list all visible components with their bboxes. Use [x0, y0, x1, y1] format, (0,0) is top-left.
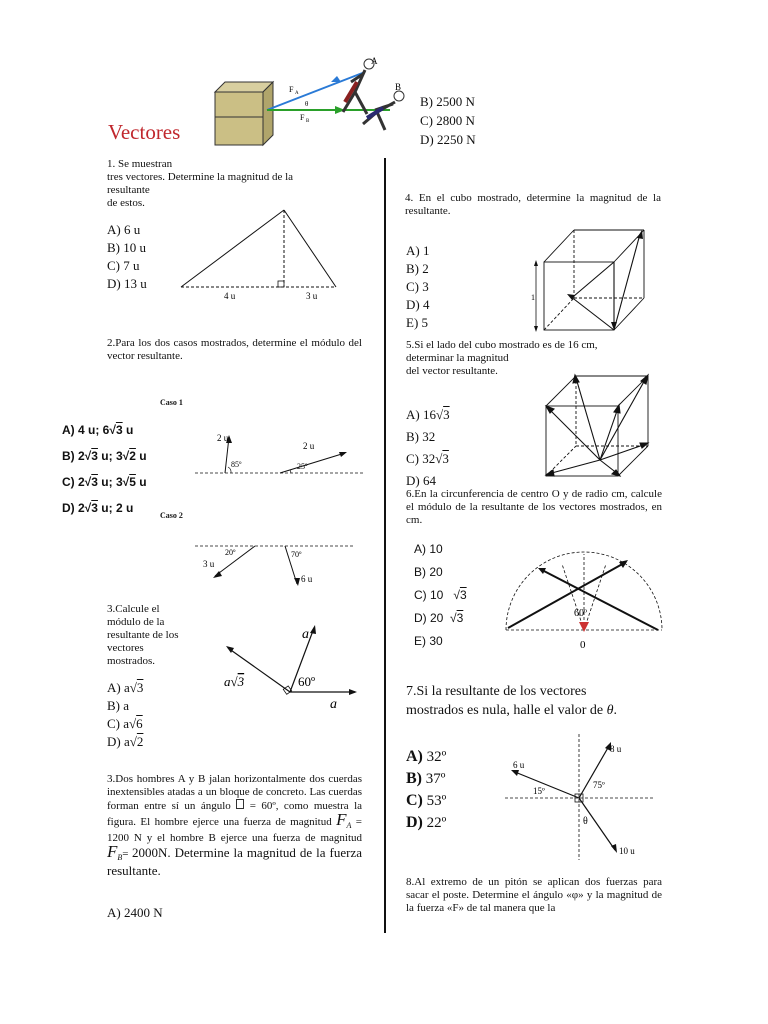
q1-figure: [176, 205, 356, 305]
q2-caso1: Caso 1: [160, 398, 183, 407]
q5-text: 5.Si el lado del cubo mostrado es de 16 cm, determinar la magnitud del vector resultante.: [406, 339, 598, 377]
q7-options: [406, 746, 446, 834]
q4-text: 4. En el cubo mostrado, determine la magnitud de la resultante.: [405, 192, 661, 217]
q1-text: 1. Se muestran tres vectores. Determine la magnitud de la resultante de estos.: [107, 158, 294, 209]
q3-options: [107, 679, 143, 751]
q2-c2-a1: 20º: [225, 548, 236, 557]
q2-option-d: D) 2√3 u; 2 u: [62, 501, 134, 515]
q2-caso1-figure: [195, 425, 365, 480]
header-figure: [205, 52, 415, 150]
q5-options: [406, 404, 450, 492]
q6-option-a: A) 10: [414, 542, 443, 556]
page-title: Vectores: [108, 120, 181, 144]
q5-option-b: B) 32: [406, 429, 436, 444]
q7-v3: 10 u: [619, 846, 635, 856]
q1-option-d: D) 13 u: [107, 276, 147, 291]
q6-label-angle: 60º: [574, 608, 588, 619]
q3-label-a-bottom: a: [330, 697, 337, 712]
q2-option-c: C) 2√3 u; 3√5 u: [62, 475, 147, 489]
q7-v2: 6 u: [513, 760, 525, 770]
q2-c2-v1: 3 u: [203, 559, 215, 569]
q4-option-e: E) 5: [406, 315, 429, 330]
q2-option-b: B) 2√3 u; 3√2 u: [62, 449, 147, 463]
label-b: B: [395, 82, 402, 92]
label-fb: F: [300, 113, 305, 122]
q2-options: [62, 417, 147, 521]
q4-option-b: B) 2: [406, 261, 429, 276]
q6-label-center: 0: [580, 639, 586, 651]
q6-option-c: C) 10 √3: [414, 588, 467, 602]
q3-text: 3.Calcule el módulo de la resultante de los vectores mostrados.: [107, 603, 179, 667]
q2-c1-a1: 85º: [231, 460, 242, 469]
q1-options: [107, 221, 147, 293]
q6-option-d: D) 20 √3: [414, 611, 464, 625]
q7-option-a: A) 32º: [406, 748, 447, 765]
q7-figure: [505, 732, 665, 862]
q7-theta-label: θ: [583, 816, 588, 827]
q3b-text: 3.Dos hombres A y B jalan horizontalmente dos cuerdas inextensibles atadas a un bloque de concreto. Las cuerdas forman entre sí un ángulo = 60º, como muestra la figura. El hombre ejerce una fuerza de magnitud $F_A = 1200$ N y el hombre B ejerce una fuerza de magnitud $F_B= 2000N$. Determine la magnitud de la fuerza resultante.: [107, 773, 363, 879]
q2-caso2: Caso 2: [160, 511, 183, 520]
q1-label-right: 3 u: [306, 291, 318, 301]
q2-text: 2.Para los dos casos mostrados, determine el módulo del vector resultante.: [107, 337, 362, 362]
label-fa: F: [289, 85, 294, 94]
q7-text: 7.Si la resultante de los vectores mostrados es nula, halle el valor de θ.: [406, 684, 617, 718]
q1-option-a: A) 6 u: [107, 222, 141, 237]
q4-option-a: A) 1: [406, 243, 430, 258]
q5-cube-figure: [540, 370, 665, 482]
q3b-option-a: A) 2400 N: [107, 905, 163, 920]
q4-option-c: C) 3: [406, 279, 429, 294]
q2-c1-a2: 25º: [297, 462, 308, 471]
q7-v1: 8 u: [610, 744, 622, 754]
q5-option-c: C) 32√3: [406, 451, 449, 466]
q1-label-left: 4 u: [224, 291, 236, 301]
q1-option-c: C) 7 u: [107, 258, 140, 273]
column-divider: [384, 158, 386, 933]
q7-option-d: D) 22º: [406, 814, 447, 831]
q4-cube-figure: [530, 222, 660, 334]
q3-option-a: A) a√3: [107, 680, 144, 695]
q5-option-a: A) 16√3: [406, 407, 450, 422]
q6-text: 6.En la circunferencia de centro O y de radio cm, calcule el módulo de la resultante de los vectores mostrados, en cm.: [406, 488, 662, 526]
q4-option-d: D) 4: [406, 297, 430, 312]
q7-option-b: B) 37º: [406, 770, 446, 787]
q3-label-angle: 60º: [298, 674, 316, 689]
q8-text: 8.Al extremo de un pitón se aplican dos fuerzas para sacar el poste. Determine el ángulo «φ» y la magnitud de la fuerza «F» de tal manera que la: [406, 876, 662, 914]
q7-a2: 15º: [533, 786, 545, 796]
q2-c2-v2: 6 u: [301, 574, 313, 584]
option-c: C) 2800 N: [420, 113, 475, 128]
q6-option-e: E) 30: [414, 634, 443, 648]
q4-cube-label: 1: [531, 293, 535, 302]
label-fa-sub: A: [295, 91, 299, 96]
q7-a1: 75º: [593, 780, 605, 790]
q2-c2-a2: 70º: [291, 550, 302, 559]
q3-label-left: a√3: [224, 674, 245, 689]
q1-option-b: B) 10 u: [107, 240, 146, 255]
q3-option-d: D) a√2: [107, 734, 144, 749]
header-options: [420, 92, 476, 149]
q3-option-b: B) a: [107, 698, 130, 713]
q6-option-b: B) 20: [414, 565, 443, 579]
q6-figure: [500, 546, 668, 654]
q2-c1-v2: 2 u: [303, 441, 315, 451]
q5-option-d: D) 64: [406, 473, 436, 488]
q2-c1-v1: 2 u: [217, 433, 229, 443]
q3-figure: [220, 620, 365, 715]
q3-label-a-top: a: [302, 627, 309, 642]
label-theta: θ: [305, 100, 309, 108]
q2-caso2-figure: [195, 540, 355, 592]
q3-option-c: C) a√6: [107, 716, 143, 731]
q6-options: [414, 538, 467, 653]
option-b: B) 2500 N: [420, 94, 475, 109]
option-d: D) 2250 N: [420, 132, 476, 147]
q2-option-a: A) 4 u; 6√3 u: [62, 423, 134, 437]
q7-option-c: C) 53º: [406, 792, 447, 809]
q4-options: [406, 242, 429, 332]
label-a: A: [371, 56, 378, 66]
label-fb-sub: B: [306, 119, 310, 124]
